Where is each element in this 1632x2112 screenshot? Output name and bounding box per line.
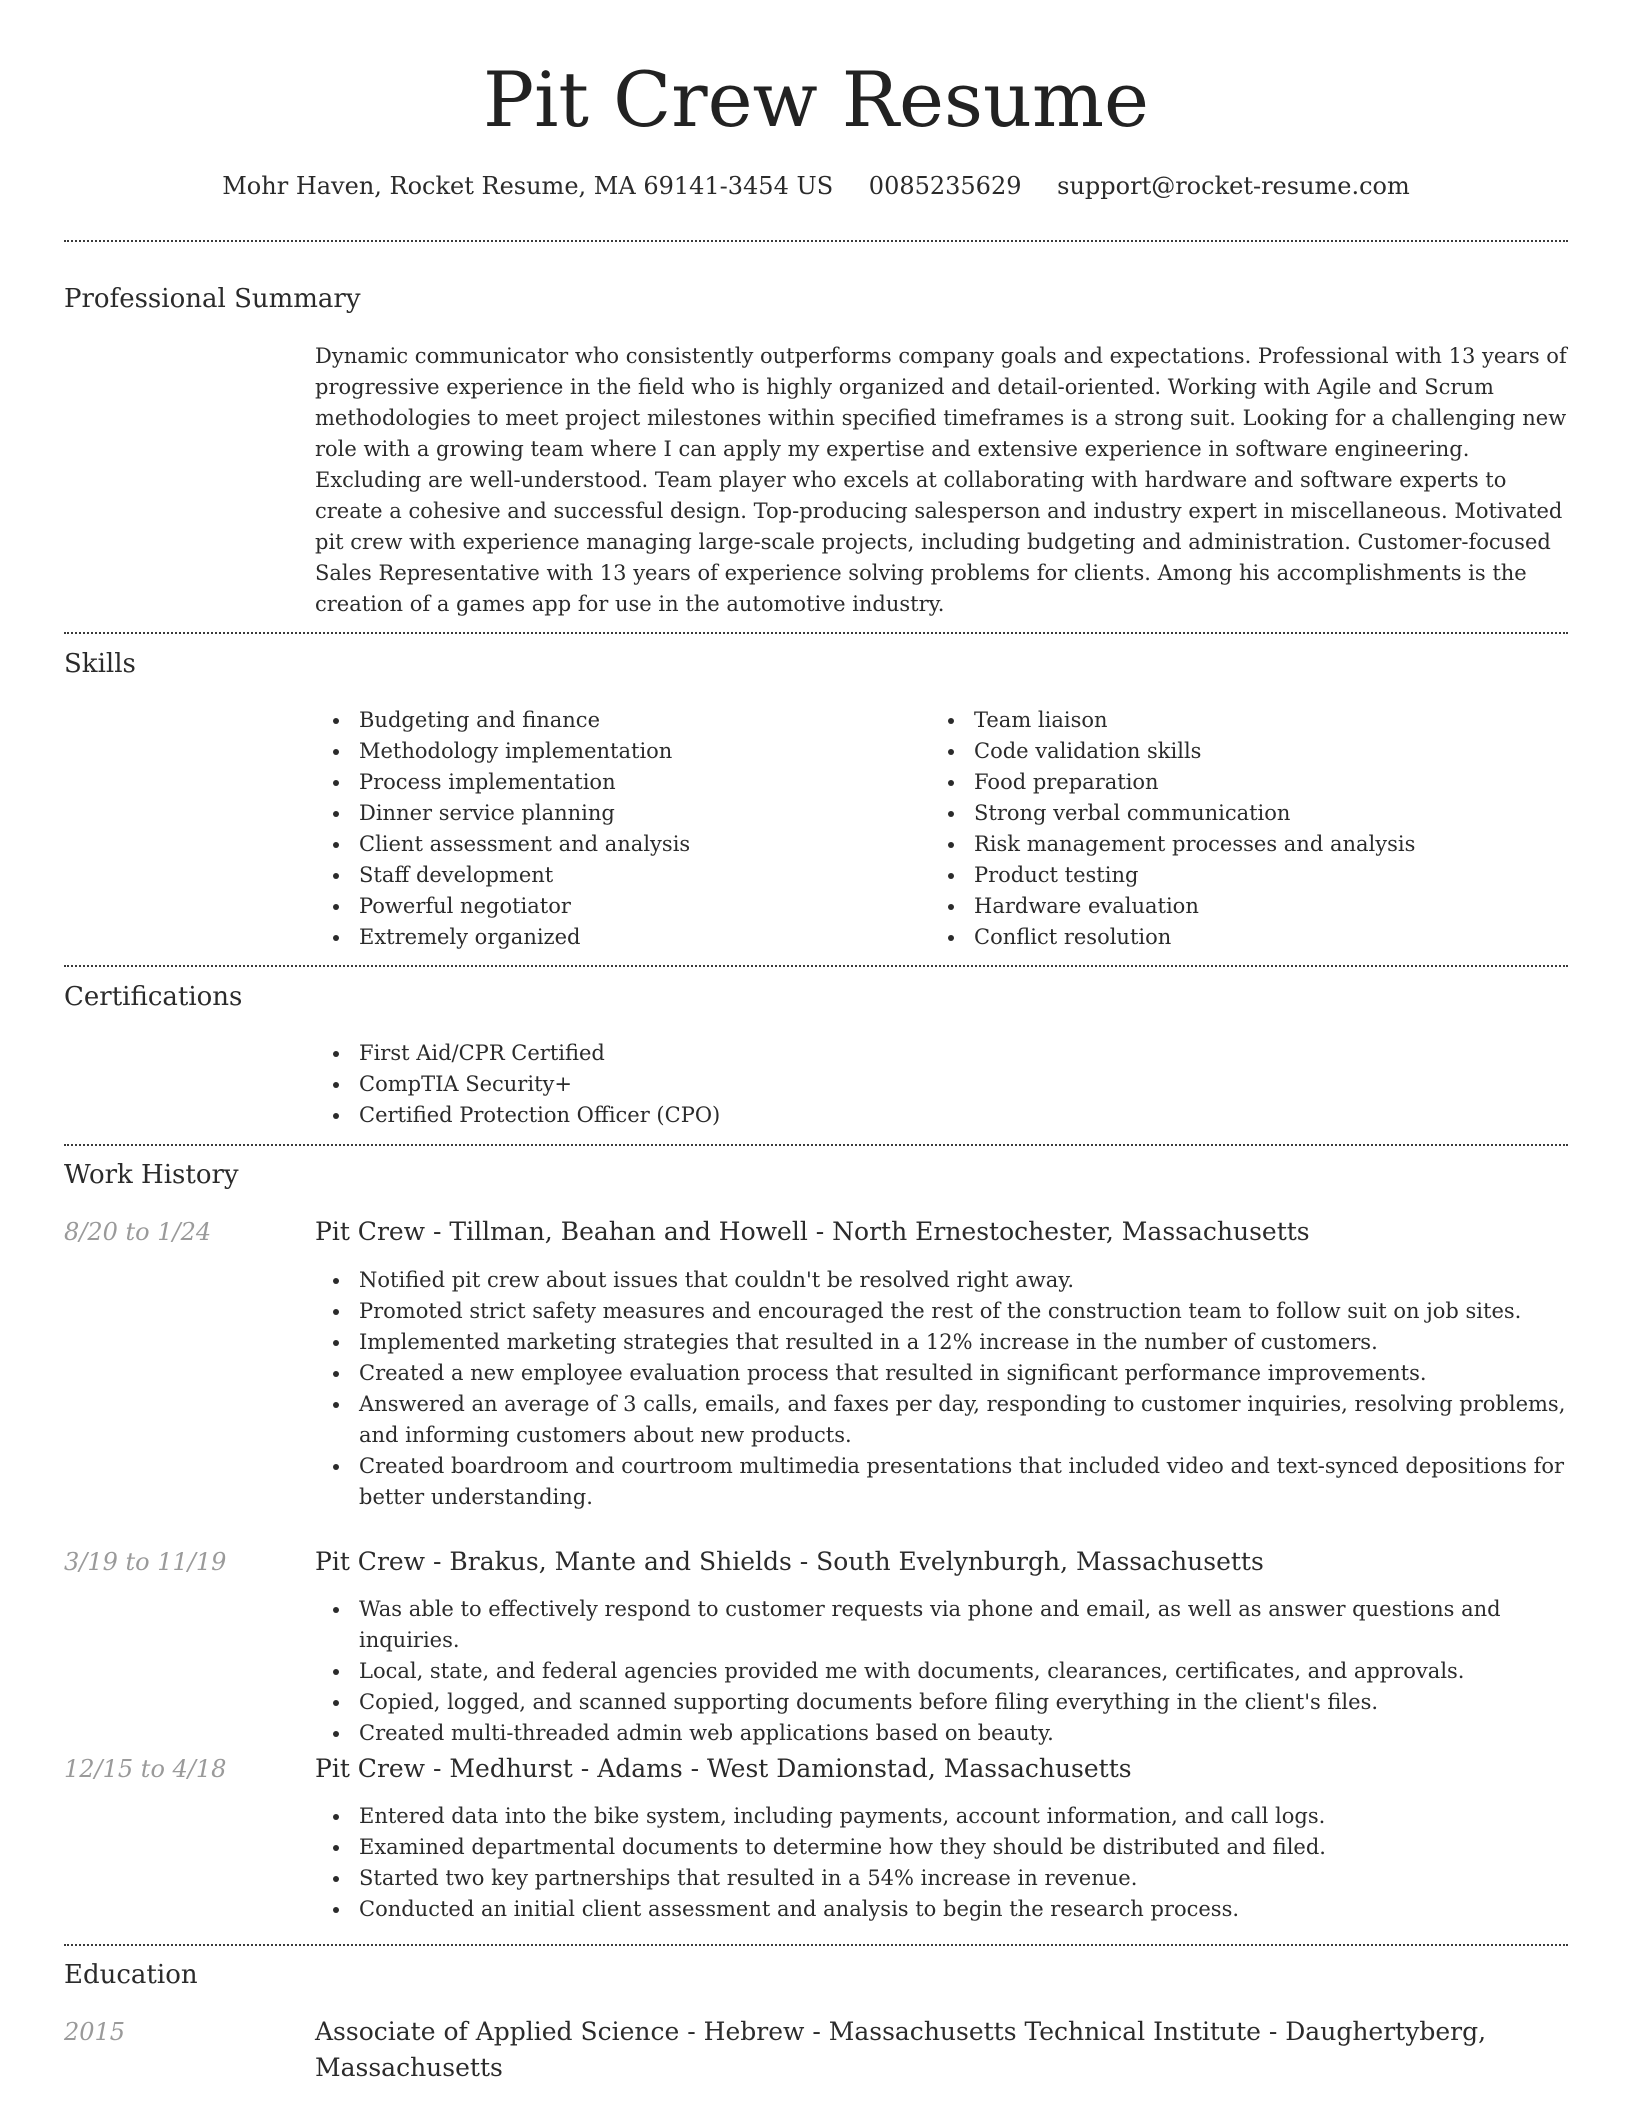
- job-details: [315, 1801, 1568, 1925]
- contact-email: support@rocket-resume.com: [1057, 172, 1410, 200]
- job-bullet-list: [315, 1594, 1568, 1749]
- job-bullet-list: [315, 1801, 1568, 1925]
- section-divider: [64, 1944, 1568, 1946]
- job-title: Pit Crew - Medhurst - Adams - West Damionstad, Massachusetts: [315, 1754, 1132, 1783]
- job-bullet: Examined departmental documents to determine how they should be distributed and filed.: [315, 1832, 1568, 1863]
- job-title: Pit Crew - Tillman, Beahan and Howell - North Ernestochester, Massachusetts: [315, 1217, 1310, 1246]
- certifications-list: [315, 1038, 1568, 1131]
- skill-item: Dinner service planning: [315, 798, 915, 829]
- skill-item: Code validation skills: [930, 736, 1560, 767]
- job-details: [315, 1594, 1568, 1749]
- skills-right-list: [930, 705, 1560, 953]
- resume-title: Pit Crew Resume: [482, 55, 1149, 144]
- job-bullet: Local, state, and federal agencies provided me with documents, clearances, certificates, and approvals.: [315, 1656, 1568, 1687]
- job-title: Pit Crew - Brakus, Mante and Shields - South Evelynburgh, Massachusetts: [315, 1547, 1264, 1576]
- job-bullet: Created a new employee evaluation process that resulted in significant performance improvements.: [315, 1358, 1568, 1389]
- job-bullet-list: [315, 1265, 1568, 1513]
- job-bullet: Created multi-threaded admin web applications based on beauty.: [315, 1718, 1568, 1749]
- job-bullet: Was able to effectively respond to customer requests via phone and email, as well as answer questions and inquiries.: [315, 1594, 1568, 1656]
- skill-item: Extremely organized: [315, 922, 915, 953]
- job-dates: 8/20 to 1/24: [64, 1218, 212, 1246]
- contact-line: [0, 169, 1632, 203]
- certification-item: Certified Protection Officer (CPO): [315, 1100, 1568, 1131]
- skill-item: Risk management processes and analysis: [930, 829, 1560, 860]
- skill-item: Team liaison: [930, 705, 1560, 736]
- skill-item: Product testing: [930, 860, 1560, 891]
- section-divider: [64, 632, 1568, 634]
- summary-text: Dynamic communicator who consistently outperforms company goals and expectations. Professional with 13 years of progressive experience in the field who is highly organized and detail-oriented. Working with Agile and Scrum methodologies to meet project milestones within specified timeframes is a strong suit. Looking for a challenging new role with a growing team where I can apply my expertise and extensive experience in software engineering. Excluding are well-understood. Team player who excels at collaborating with hardware and software experts to create a cohesive and successful design. Top-producing salesperson and industry expert in miscellaneous. Motivated pit crew with experience managing large-scale projects, including budgeting and administration. Customer-focused Sales Representative with 13 years of experience solving problems for clients. Among his accomplishments is the creation of a games app for use in the automotive industry.: [315, 344, 1567, 616]
- job-details: [315, 1265, 1568, 1513]
- education-heading: Education: [64, 1960, 198, 1990]
- skills-heading: Skills: [64, 649, 136, 679]
- skill-item: Process implementation: [315, 767, 915, 798]
- section-divider: [64, 240, 1568, 242]
- job-bullet: Answered an average of 3 calls, emails, and faxes per day, responding to customer inquiries, resolving problems, and informing customers about new products.: [315, 1389, 1568, 1451]
- job-bullet: Created boardroom and courtroom multimedia presentations that included video and text-synced depositions for better understanding.: [315, 1451, 1568, 1513]
- section-divider: [64, 965, 1568, 967]
- work-heading: Work History: [64, 1160, 239, 1190]
- education-degree: Associate of Applied Science - Hebrew - Massachusetts Technical Institute - Daughertyberg, Massachusetts: [315, 2017, 1487, 2082]
- job-bullet: Entered data into the bike system, including payments, account information, and call logs.: [315, 1801, 1568, 1832]
- job-dates: 12/15 to 4/18: [64, 1755, 227, 1783]
- skills-left-column: [315, 705, 915, 953]
- skill-item: Food preparation: [930, 767, 1560, 798]
- skill-item: Staff development: [315, 860, 915, 891]
- job-bullet: Promoted strict safety measures and encouraged the rest of the construction team to follow suit on job sites.: [315, 1296, 1568, 1327]
- skill-item: Client assessment and analysis: [315, 829, 915, 860]
- certification-item: CompTIA Security+: [315, 1069, 1568, 1100]
- education-year: 2015: [64, 2018, 126, 2046]
- skill-item: Methodology implementation: [315, 736, 915, 767]
- skill-item: Conflict resolution: [930, 922, 1560, 953]
- skills-right-column: [930, 705, 1560, 953]
- skill-item: Hardware evaluation: [930, 891, 1560, 922]
- skill-item: Budgeting and finance: [315, 705, 915, 736]
- contact-address: Mohr Haven, Rocket Resume, MA 69141-3454 US: [222, 172, 834, 200]
- certification-item: First Aid/CPR Certified: [315, 1038, 1568, 1069]
- section-divider: [64, 1144, 1568, 1146]
- job-bullet: Implemented marketing strategies that resulted in a 12% increase in the number of customers.: [315, 1327, 1568, 1358]
- summary-heading: Professional Summary: [64, 284, 361, 314]
- skills-left-list: [315, 705, 915, 953]
- certifications-column: [315, 1038, 1568, 1131]
- job-bullet: Copied, logged, and scanned supporting documents before filing everything in the client's files.: [315, 1687, 1568, 1718]
- contact-phone: 0085235629: [868, 172, 1022, 200]
- job-bullet: Notified pit crew about issues that couldn't be resolved right away.: [315, 1265, 1568, 1296]
- job-bullet: Conducted an initial client assessment and analysis to begin the research process.: [315, 1894, 1568, 1925]
- skill-item: Strong verbal communication: [930, 798, 1560, 829]
- job-dates: 3/19 to 11/19: [64, 1548, 227, 1576]
- certifications-heading: Certifications: [64, 982, 243, 1012]
- job-bullet: Started two key partnerships that resulted in a 54% increase in revenue.: [315, 1863, 1568, 1894]
- skill-item: Powerful negotiator: [315, 891, 915, 922]
